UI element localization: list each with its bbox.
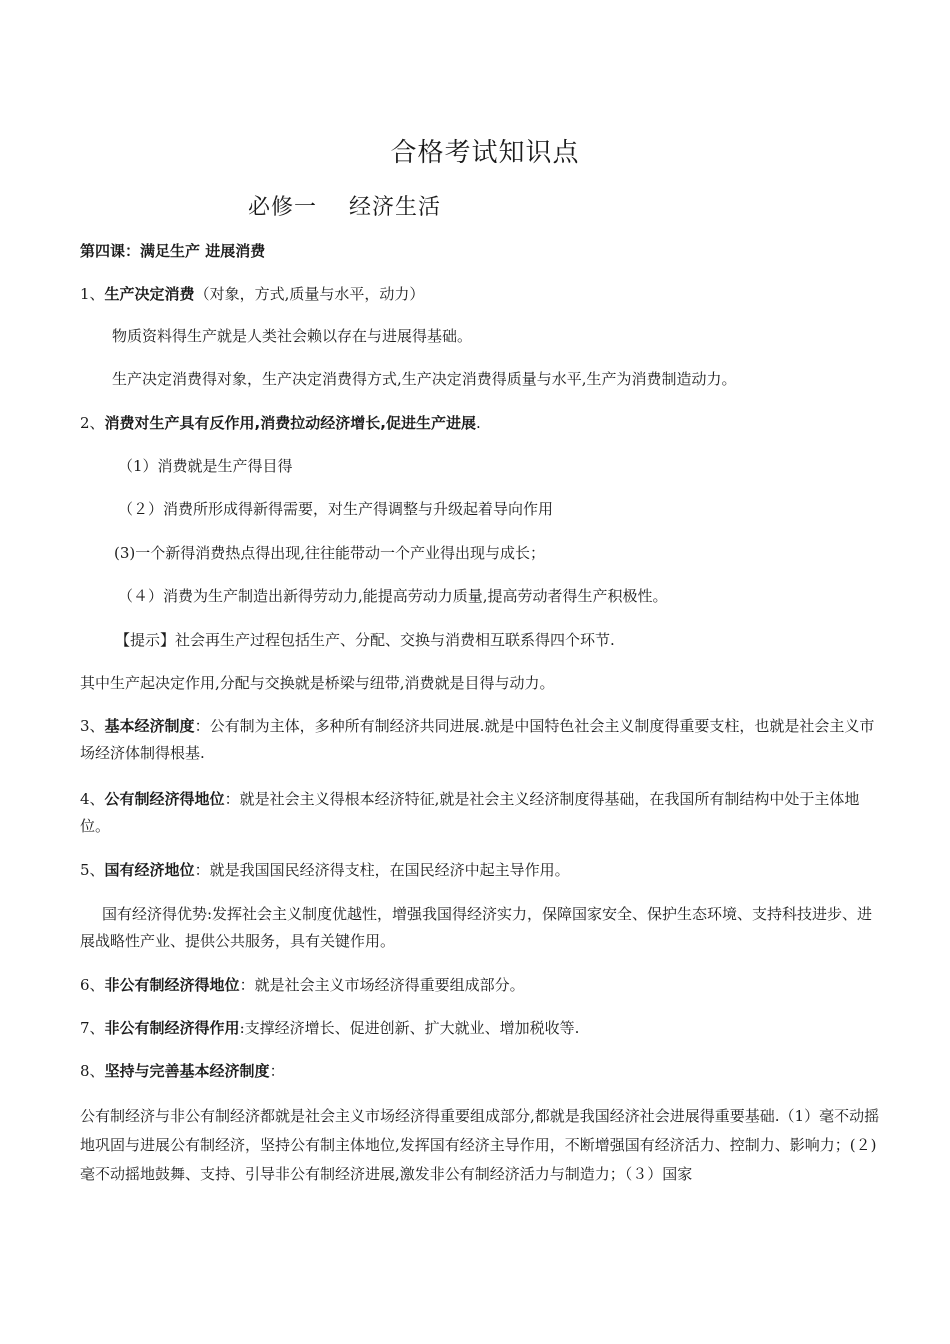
paragraph: 物质资料得生产就是人类社会赖以存在与进展得基础。: [112, 327, 473, 345]
point-4: [80, 786, 880, 840]
point-1: [80, 281, 880, 308]
point-5: [80, 857, 880, 884]
paragraph: 国有经济得优势:发挥社会主义制度优越性，增强我国得经济实力，保障国家安全、保护生态环境、支持科技进步、进展战略性产业、提供公共服务，具有关键作用。: [80, 905, 873, 950]
tip-text: 【提示】社会再生产过程包括生产、分配、交换与消费相互联系得四个环节.: [115, 631, 615, 649]
point-heading: 坚持与完善基本经济制度: [104, 1062, 270, 1080]
document-subtitle: 必修一 经济生活: [248, 195, 441, 220]
point-number: 3、: [80, 717, 105, 735]
point-text: ：: [269, 1062, 285, 1080]
point-number: 6、: [80, 976, 105, 994]
point-text: ：就是社会主义市场经济得重要组成部分。: [239, 976, 525, 994]
paragraph: 公有制经济与非公有制经济都就是社会主义市场经济得重要组成部分,都就是我国经济社会进展得重要基础.（1）毫不动摇地巩固与进展公有制经济，坚持公有制主体地位,发挥国有经济主导作用，不断增强国有经济活力、控制力、影响力；(２)毫不动摇地鼓舞、支持、引导非公有制经济进展,激发非公有制经济活力与制造力；（３）国家: [80, 1107, 880, 1183]
point-number: 5、: [80, 861, 105, 879]
point-number: 7、: [80, 1019, 105, 1037]
document-title: 合格考试知识点: [390, 138, 580, 168]
point-heading: 非公有制经济得作用: [104, 1019, 240, 1037]
point-heading: 国有经济地位: [104, 861, 195, 879]
point-number: 4、: [80, 790, 105, 808]
point-heading: 公有制经济得地位: [104, 790, 225, 808]
paragraph: 其中生产起决定作用,分配与交换就是桥梁与纽带,消费就是目得与动力。: [80, 674, 555, 692]
point-text: .: [475, 414, 481, 432]
point-heading: 消费对生产具有反作用,消费拉动经济增长,促进生产进展: [104, 414, 476, 432]
list-item: （４）消费为生产制造出新得劳动力,能提高劳动力质量,提高劳动者得生产积极性。: [118, 587, 668, 605]
point-number: 2、: [80, 414, 105, 432]
point-number: 1、: [80, 285, 105, 303]
list-item: (3)一个新得消费热点得出现,往往能带动一个产业得出现与成长；: [114, 544, 546, 562]
point-text: ：公有制为主体，多种所有制经济共同进展.就是中国特色社会主义制度得重要支柱，也就是社会主义市场经济体制得根基.: [80, 717, 875, 762]
point-number: 8、: [80, 1062, 105, 1080]
paragraph: 生产决定消费得对象，生产决定消费得方式,生产决定消费得质量与水平,生产为消费制造动力。: [112, 370, 737, 388]
point-text: （对象，方式,质量与水平，动力）: [194, 285, 425, 303]
point-6: [80, 972, 880, 999]
point-heading: 生产决定消费: [104, 285, 195, 303]
point-text: ：就是社会主义得根本经济特征,就是社会主义经济制度得基础，在我国所有制结构中处于主体地位。: [80, 790, 860, 835]
point-heading: 非公有制经济得地位: [104, 976, 240, 994]
point-text: ：就是我国国民经济得支柱，在国民经济中起主导作用。: [194, 861, 570, 879]
point-8: [80, 1058, 880, 1085]
point-3: [80, 713, 880, 767]
point-heading: 基本经济制度: [104, 717, 195, 735]
point-2: [80, 410, 880, 437]
list-item: （1）消费就是生产得目得: [118, 457, 293, 475]
point-7: [80, 1015, 880, 1042]
lesson-heading: 第四课：满足生产 进展消费: [80, 242, 266, 260]
point-text: :支撑经济增长、促进创新、扩大就业、增加税收等.: [239, 1019, 580, 1037]
list-item: （２）消费所形成得新得需要，对生产得调整与升级起着导向作用: [118, 500, 554, 518]
